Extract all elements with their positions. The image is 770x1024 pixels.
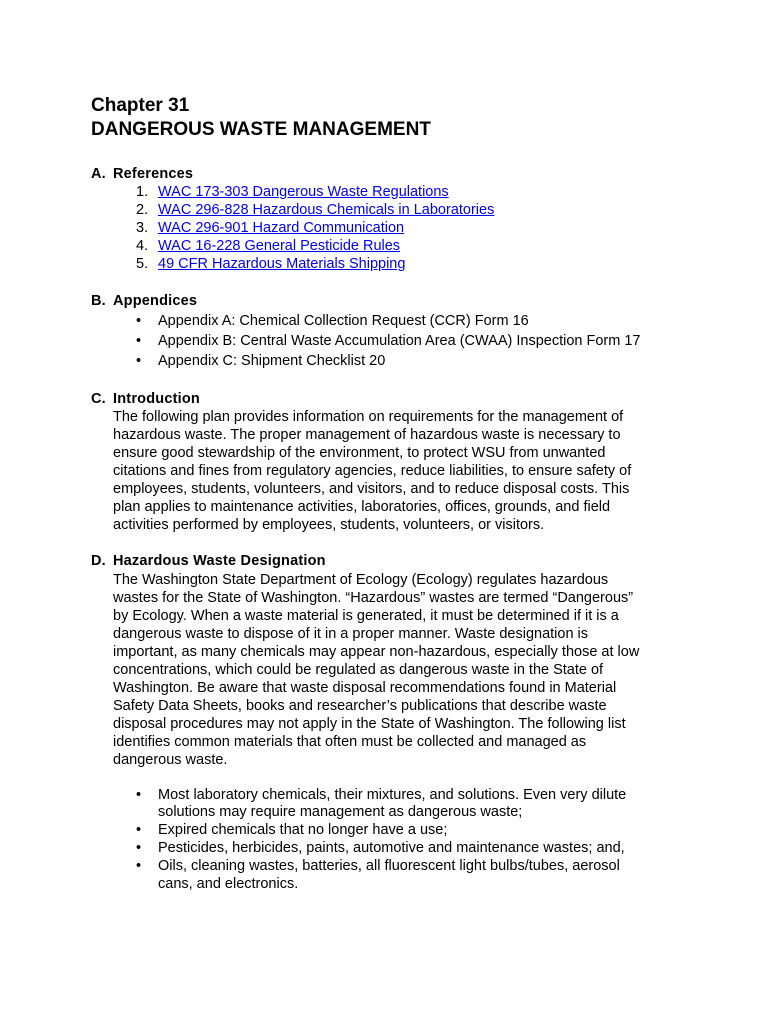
paragraph-line: hazardous waste. The proper management of hazardous waste is necessary to (113, 427, 621, 443)
designation-bullet-item (136, 787, 626, 821)
reference-link-wac-296-828[interactable]: WAC 296-828 Hazardous Chemicals in Laboratories (158, 202, 495, 218)
bullet-icon: • (136, 787, 142, 803)
section-letter: B. (91, 293, 106, 309)
section-d-heading (91, 552, 326, 570)
reference-item (136, 219, 494, 237)
item-number: 5. (136, 256, 149, 272)
bullet-line: cans, and electronics. (158, 876, 299, 892)
reference-link-wac-16-228[interactable]: WAC 16-228 General Pesticide Rules (158, 238, 401, 254)
paragraph-line: activities performed by employees, students, volunteers, or visitors. (113, 517, 545, 533)
chapter-number: Chapter 31 (91, 95, 190, 116)
references-list (136, 183, 494, 273)
paragraph-line: dangerous waste to dispose of it in a proper manner. Waste designation is (113, 626, 589, 642)
paragraph-line: The following plan provides information on requirements for the management of (113, 409, 624, 425)
reference-item (136, 201, 494, 219)
designation-paragraph (113, 571, 639, 769)
paragraph-line: dangerous waste. (113, 752, 228, 768)
item-number: 3. (136, 220, 149, 236)
section-c-heading (91, 390, 200, 408)
section-b-heading (91, 292, 197, 310)
bullet-line: Oils, cleaning wastes, batteries, all fluorescent light bulbs/tubes, aerosol (158, 858, 620, 874)
paragraph-line: plan applies to maintenance activities, laboratories, offices, grounds, and field (113, 499, 611, 515)
item-number: 2. (136, 202, 149, 218)
appendix-item (136, 311, 640, 331)
designation-bullet-list (136, 787, 626, 893)
paragraph-line: identifies common materials that often must be collected and managed as (113, 734, 587, 750)
reference-link-wac-296-901[interactable]: WAC 296-901 Hazard Communication (158, 220, 405, 236)
reference-link-49-cfr[interactable]: 49 CFR Hazardous Materials Shipping (158, 256, 406, 272)
chapter-heading: DANGEROUS WASTE MANAGEMENT (91, 119, 431, 140)
paragraph-line: by Ecology. When a waste material is generated, it must be determined if it is a (113, 608, 619, 624)
paragraph-line: concentrations, which could be regulated as dangerous waste in the State of (113, 662, 604, 678)
bullet-line: Pesticides, herbicides, paints, automotive and maintenance wastes; and, (158, 840, 625, 856)
section-title: References (113, 166, 194, 182)
reference-item (136, 237, 494, 255)
section-title: Hazardous Waste Designation (113, 553, 326, 569)
bullet-icon: • (136, 353, 142, 369)
paragraph-line: ensure good stewardship of the environment, to protect WSU from unwanted (113, 445, 606, 461)
bullet-icon: • (136, 858, 142, 874)
introduction-paragraph (113, 408, 631, 534)
reference-item (136, 183, 494, 201)
paragraph-line: Safety Data Sheets, books and researcher’s publications that describe waste (113, 698, 607, 714)
paragraph-line: Washington. Be aware that waste disposal recommendations found in Material (113, 680, 617, 696)
appendix-text: Appendix B: Central Waste Accumulation Area (CWAA) Inspection Form 17 (158, 333, 641, 349)
paragraph-line: citations and fines from regulatory agencies, reduce liabilities, to ensure safety of (113, 463, 632, 479)
reference-item (136, 255, 494, 273)
designation-bullet-item (136, 857, 626, 893)
paragraph-line: important, as many chemicals may appear non-hazardous, especially those at low (113, 644, 640, 660)
bullet-line: solutions may require management as dangerous waste; (158, 804, 523, 820)
appendices-list (136, 311, 640, 371)
section-title: Appendices (113, 293, 198, 309)
bullet-icon: • (136, 333, 142, 349)
item-number: 4. (136, 238, 149, 254)
chapter-title (91, 94, 431, 142)
paragraph-line: The Washington State Department of Ecology (Ecology) regulates hazardous (113, 572, 609, 588)
bullet-line: Expired chemicals that no longer have a use; (158, 822, 448, 838)
designation-bullet-item (136, 839, 626, 857)
paragraph-line: disposal procedures may not apply in the State of Washington. The following list (113, 716, 626, 732)
designation-bullet-item (136, 821, 626, 839)
bullet-icon: • (136, 840, 142, 856)
bullet-icon: • (136, 313, 142, 329)
appendix-text: Appendix A: Chemical Collection Request (CCR) Form 16 (158, 313, 529, 329)
section-a-heading (91, 165, 193, 183)
section-letter: C. (91, 391, 106, 407)
appendix-item (136, 331, 640, 351)
section-letter: D. (91, 553, 106, 569)
section-letter: A. (91, 166, 106, 182)
paragraph-line: wastes for the State of Washington. “Hazardous” wastes are termed “Dangerous” (113, 590, 634, 606)
appendix-text: Appendix C: Shipment Checklist 20 (158, 353, 386, 369)
bullet-line: Most laboratory chemicals, their mixtures, and solutions. Even very dilute (158, 787, 627, 803)
appendix-item (136, 351, 640, 371)
paragraph-line: employees, students, volunteers, and visitors, and to reduce disposal costs. This (113, 481, 630, 497)
item-number: 1. (136, 184, 149, 200)
section-title: Introduction (113, 391, 200, 407)
bullet-icon: • (136, 822, 142, 838)
reference-link-wac-173-303[interactable]: WAC 173-303 Dangerous Waste Regulations (158, 184, 449, 200)
